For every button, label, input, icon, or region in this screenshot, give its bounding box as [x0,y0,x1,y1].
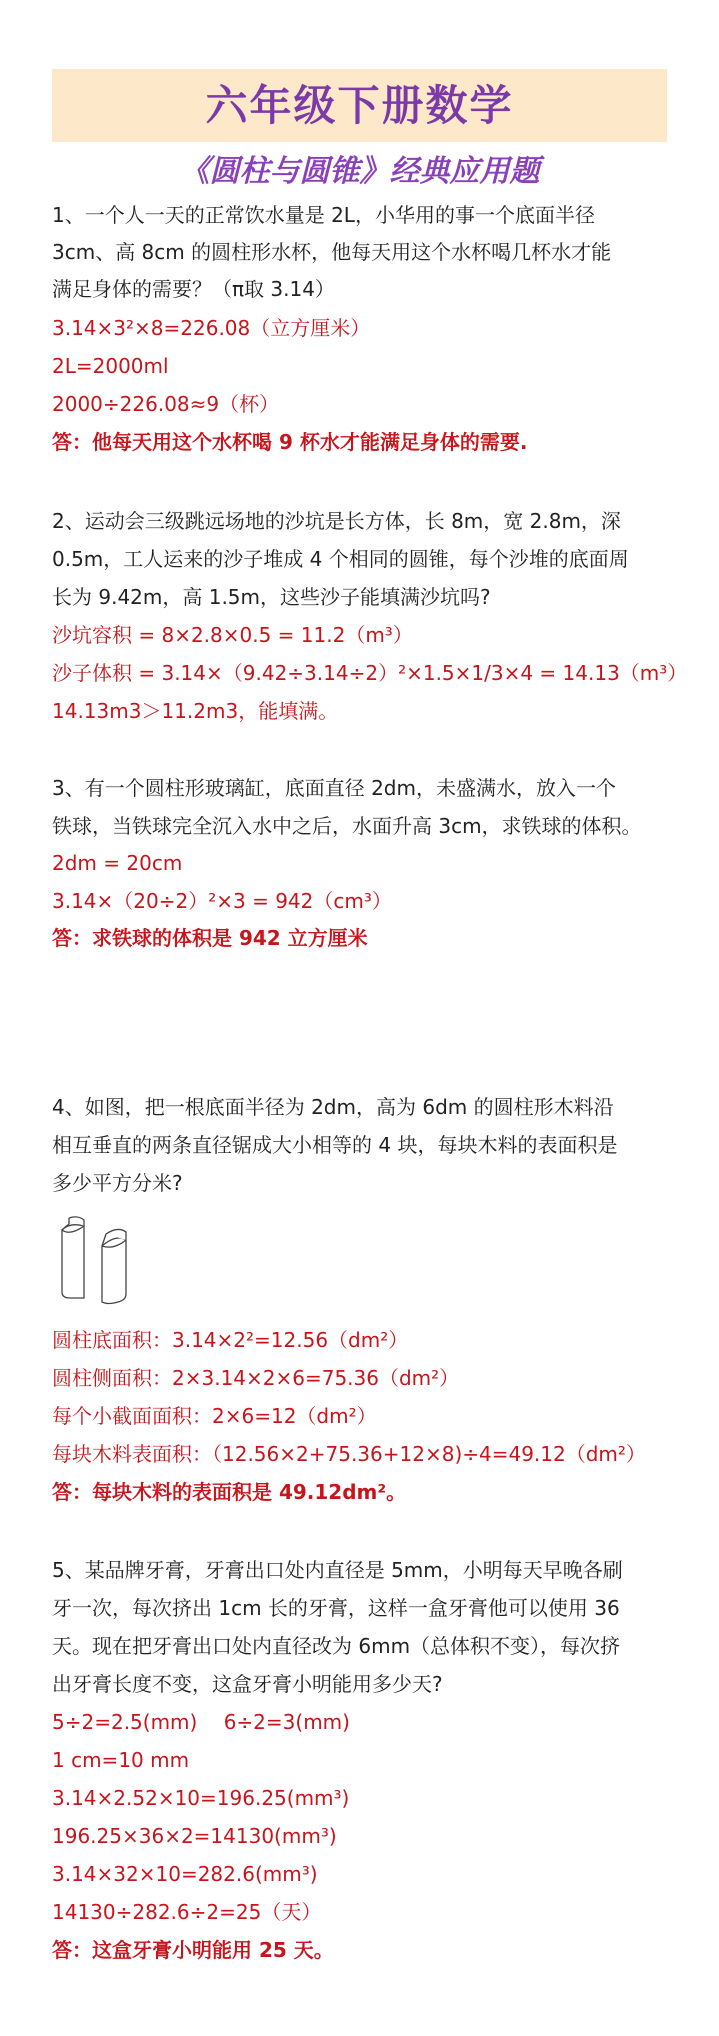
q1-question-line: 3cm、高 8cm 的圆柱形水杯，他每天用这个水杯喝几杯水才能 [52,240,612,264]
q4-answer-line: 每块木料表面积：（12.56×2+75.36+12×8)÷4=49.12（dm²） [52,1442,646,1466]
q2-question-line: 0.5m，工人运来的沙子堆成 4 个相同的圆锥，每个沙堆的底面周 [52,547,629,571]
q1-question-line: 满足身体的需要？（π取 3.14） [52,277,335,301]
q5-answer-line: 1 cm=10 mm [52,1748,190,1772]
q1-answer-line: 2L=2000ml [52,354,169,378]
q3-question-line: 铁球，当铁球完全沉入水中之后，水面升高 3cm，求铁球的体积。 [52,814,642,838]
q2-question-line: 长为 9.42m，高 1.5m，这些沙子能填满沙坑吗? [52,585,491,609]
q4-answer-line: 圆柱侧面积：2×3.14×2×6=75.36（dm²） [52,1366,460,1390]
q2-answer-line: 沙坑容积 = 8×2.8×0.5 = 11.2（m³） [52,623,413,647]
q1-answer-line: 3.14×3²×8=226.08（立方厘米） [52,316,371,340]
q1-conclusion: 答：他每天用这个水杯喝 9 杯水才能满足身体的需要. [52,430,528,454]
q5-answer-line: 3.14×2.52×10=196.25(mm³) [52,1786,350,1810]
page-subtitle: 《圆柱与圆锥》经典应用题 [179,154,540,189]
q1-answer-line: 2000÷226.08≈9（杯） [52,392,280,416]
q1-question-line: 1、一个人一天的正常饮水量是 2L，小华用的事一个底面半径 [52,203,595,227]
q5-conclusion: 答：这盒牙膏小明能用 25 天。 [52,1938,334,1962]
q5-answer-line: 14130÷282.6÷2=25（天） [52,1900,322,1924]
q2-question-line: 2、运动会三级跳远场地的沙坑是长方体，长 8m，宽 2.8m，深 [52,509,621,533]
q4-question-line: 多少平方分米? [52,1171,183,1195]
q5-answer-line: 3.14×32×10=282.6(mm³) [52,1862,318,1886]
page-title: 六年级下册数学 [205,81,514,130]
q3-question-line: 3、有一个圆柱形玻璃缸，底面直径 2dm，未盛满水，放入一个 [52,776,616,800]
q3-answer-line: 2dm = 20cm [52,851,183,875]
cylinder-pieces-figure [56,1210,136,1305]
q5-question-line: 天。现在把牙膏出口处内直径改为 6mm（总体积不变），每次挤 [52,1634,621,1658]
q5-question-line: 出牙膏长度不变，这盒牙膏小明能用多少天? [52,1672,443,1696]
q2-conclusion: 14.13m3＞11.2m3，能填满。 [52,699,339,723]
q4-answer-line: 圆柱底面积：3.14×2²=12.56（dm²） [52,1328,409,1352]
q5-answer-line: 5÷2=2.5(mm) 6÷2=3(mm) [52,1710,350,1734]
q4-answer-line: 每个小截面面积：2×6=12（dm²） [52,1404,377,1428]
q5-answer-line: 196.25×36×2=14130(mm³) [52,1824,337,1848]
q3-conclusion: 答：求铁球的体积是 942 立方厘米 [52,926,368,950]
q4-conclusion: 答：每块木料的表面积是 49.12dm²。 [52,1480,407,1504]
q3-answer-line: 3.14×（20÷2）²×3 = 942（cm³） [52,889,392,913]
q4-question-line: 相互垂直的两条直径锯成大小相等的 4 块，每块木料的表面积是 [52,1133,618,1157]
q4-question-line: 4、如图，把一根底面半径为 2dm，高为 6dm 的圆柱形木料沿 [52,1095,614,1119]
q5-question-line: 5、某品牌牙膏，牙膏出口处内直径是 5mm，小明每天早晚各刷 [52,1558,623,1582]
q2-answer-line: 沙子体积 = 3.14×（9.42÷3.14÷2）²×1.5×1/3×4 = 14.13（m³） [52,661,688,685]
q5-question-line: 牙一次，每次挤出 1cm 长的牙膏，这样一盒牙膏他可以使用 36 [52,1596,620,1620]
